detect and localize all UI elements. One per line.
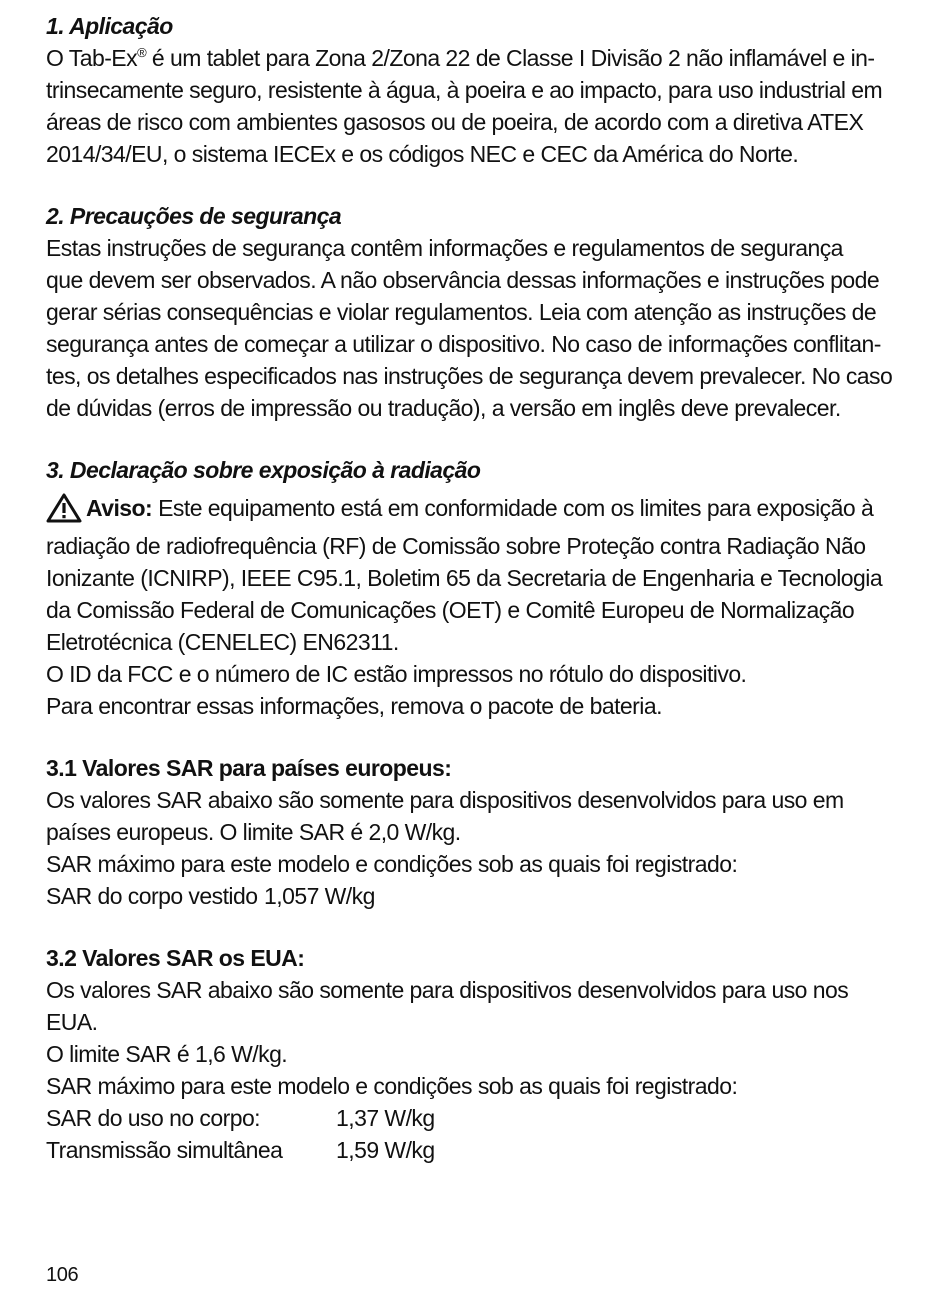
- section-2-line: tes, os detalhes especificados nas instruções de segurança devem prevalecer. No caso: [46, 363, 893, 389]
- registered-mark: ®: [137, 45, 147, 60]
- section-2-line: de dúvidas (erros de impressão ou tradução), a versão em inglês deve prevalecer.: [46, 395, 841, 421]
- section-3-line: Para encontrar essas informações, remova o pacote de bateria.: [46, 693, 662, 719]
- page-number: 106: [46, 1264, 79, 1286]
- section-1-line-2: trinsecamente seguro, resistente à água, à poeira e ao impacto, para uso industrial em: [46, 77, 883, 103]
- sar-label: SAR do uso no corpo:: [46, 1105, 261, 1131]
- section-3-1-line: Os valores SAR abaixo são somente para dispositivos desenvolvidos para uso em: [46, 787, 844, 813]
- section-1-line-1-post: é um tablet para Zona 2/Zona 22 de Classe I Divisão 2 não inflamável e in-: [146, 45, 875, 71]
- section-3-line: Eletrotécnica (CENELEC) EN62311.: [46, 629, 399, 655]
- section-2-line: gerar sérias consequências e violar regulamentos. Leia com atenção as instruções de: [46, 299, 877, 325]
- section-3-2-line: SAR máximo para este modelo e condições sob as quais foi registrado:: [46, 1073, 738, 1099]
- sar-value: 1,057 W/kg: [264, 883, 375, 909]
- section-2-line: que devem ser observados. A não observância dessas informações e instruções pode: [46, 267, 880, 293]
- sar-label: Transmissão simultânea: [46, 1137, 283, 1163]
- section-1-line-3: áreas de risco com ambientes gasosos ou de poeira, de acordo com a diretiva ATEX: [46, 109, 864, 135]
- section-3-line: Ionizante (ICNIRP), IEEE C95.1, Boletim 65 da Secretaria de Engenharia e Tecnologia: [46, 565, 883, 591]
- section-3-2-line: O limite SAR é 1,6 W/kg.: [46, 1041, 288, 1067]
- warning-text: Este equipamento está em conformidade com os limites para exposição à: [158, 495, 874, 521]
- sar-row: [46, 1102, 921, 1134]
- sar-value: 1,37 W/kg: [336, 1105, 435, 1131]
- sar-row: [46, 880, 921, 912]
- section-3-1-heading: 3.1 Valores SAR para países europeus:: [46, 755, 452, 781]
- section-3-line: O ID da FCC e o número de IC estão impressos no rótulo do dispositivo.: [46, 661, 747, 687]
- section-3-line: radiação de radiofrequência (RF) de Comissão sobre Proteção contra Radiação Não: [46, 533, 866, 559]
- section-3-2-heading: 3.2 Valores SAR os EUA:: [46, 945, 305, 971]
- document-page: [46, 10, 921, 1166]
- section-3-1-line: países europeus. O limite SAR é 2,0 W/kg.: [46, 819, 461, 845]
- section-3-heading: 3. Declaração sobre exposição à radiação: [46, 457, 481, 483]
- sar-value: 1,59 W/kg: [336, 1137, 435, 1163]
- section-2-line: Estas instruções de segurança contêm informações e regulamentos de segurança: [46, 235, 843, 261]
- section-2-heading: 2. Precauções de segurança: [46, 203, 342, 229]
- section-3-1-line: SAR máximo para este modelo e condições sob as quais foi registrado:: [46, 851, 738, 877]
- section-3-2-line: EUA.: [46, 1009, 98, 1035]
- sar-row: [46, 1134, 921, 1166]
- section-1-heading: 1. Aplicação: [46, 13, 173, 39]
- warning-triangle-icon: [46, 493, 82, 523]
- section-1-line-1: [46, 42, 921, 74]
- sar-label: SAR do corpo vestido: [46, 883, 258, 909]
- warning-label: Aviso:: [86, 495, 153, 521]
- section-3-line: da Comissão Federal de Comunicações (OET) e Comitê Europeu de Normalização: [46, 597, 855, 623]
- section-1-line-4: 2014/34/EU, o sistema IECEx e os códigos NEC e CEC da América do Norte.: [46, 141, 799, 167]
- section-2-line: segurança antes de começar a utilizar o dispositivo. No caso de informações conflitan-: [46, 331, 881, 357]
- section-1-line-1-pre: O Tab-Ex: [46, 45, 138, 71]
- section-3-2-line: Os valores SAR abaixo são somente para dispositivos desenvolvidos para uso nos: [46, 977, 849, 1003]
- warning-notice: [46, 486, 921, 530]
